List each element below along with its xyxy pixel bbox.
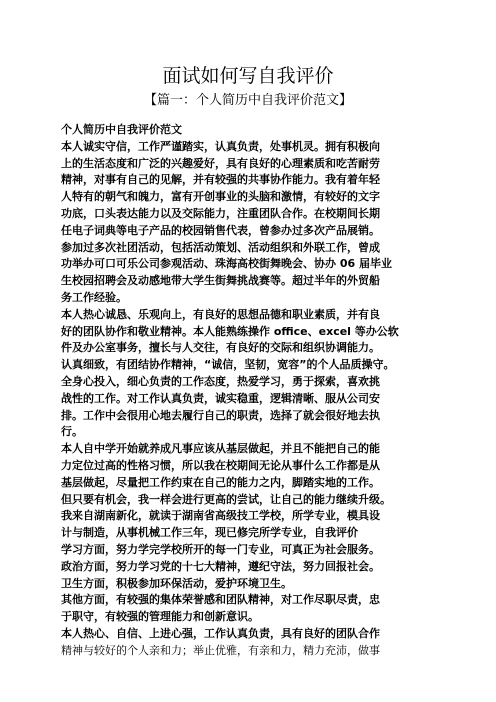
body-line: 认真细致，有团结协作精神，“诚信，坚韧，宽容”的个人品质操守。: [61, 358, 395, 372]
body-line: 我来自湖南新化，就读于湖南省高级技工学校，所学专业，模具设: [61, 509, 380, 523]
body-line: 全身心投入，细心负责的工作态度，热爱学习，勇于探索，喜欢挑: [61, 374, 380, 388]
body-line: 本人诚实守信，工作严谨踏实，认真负责，处事机灵。拥有积极向: [61, 139, 380, 153]
body-line: 精神，对事有自己的见解，并有较强的共事协作能力。我有着年轻: [61, 173, 380, 187]
body-line: 人特有的朝气和魄力，富有开创事业的头脑和激情，有较好的文字: [61, 190, 380, 204]
body-line: 卫生方面，积极参加环保活动，爱护环境卫生。: [61, 576, 292, 590]
body-line: 本人热心、自信、上进心强，工作认真负责，具有良好的团队合作: [61, 626, 380, 640]
body-line: 排。工作中会很用心地去履行自己的职责，选择了就会很好地去执: [61, 408, 380, 422]
body-line: 计与制造，从事机械工作三年，现已修完所学专业，自我评价: [61, 526, 358, 540]
body-line: 但只要有机会，我一样会进行更高的尝试，让自己的能力继续升级。: [61, 492, 391, 506]
body-line: 参加过多次社团活动，包括活动策划、活动组织和外联工作，曾成: [61, 240, 380, 254]
body-line: 功底，口头表达能力以及交际能力，注重团队合作。在校期间长期: [61, 206, 380, 220]
body-line: 上的生活态度和广泛的兴趣爱好，具有良好的心理素质和吃苦耐劳: [61, 156, 380, 170]
body-line: 学习方面，努力学完学校所开的每一门专业，可真正为社会服务。: [61, 542, 380, 556]
body-line: 政治方面，努力学习党的十七大精神，遵纪守法，努力回报社会。: [61, 559, 380, 573]
body-line: 任电子词典等电子产品的校园销售代表，曾参办过多次产品展销。: [61, 223, 380, 237]
document-body: [61, 122, 439, 660]
body-line: 于职守，有较强的管理能力和创新意识。: [61, 610, 259, 624]
body-line: 生校园招聘会及动感地带大学生街舞挑战赛等。超过半年的外贸船: [61, 274, 380, 288]
body-line: 个人简历中自我评价范文: [61, 123, 182, 136]
body-line: 其他方面，有较强的集体荣誉感和团队精神，对工作尽职尽责，忠: [61, 593, 380, 607]
body-line: 本人自中学开始就养成凡事应该从基层做起，并且不能把自己的能: [61, 442, 380, 456]
body-line: 本人热心诚恳、乐观向上，有良好的思想品德和职业素质，并有良: [61, 307, 380, 321]
body-line: 务工作经验。: [61, 290, 127, 304]
body-line: 功举办可口可乐公司参观活动、珠海高校街舞晚会、协办 06 届毕业: [61, 257, 392, 271]
body-line: 战性的工作。对工作认真负责，诚实稳重，逻辑清晰、服从公司安: [61, 391, 380, 405]
body-line: 力定位过高的性格习惯，所以我在校期间无论从事什么工作都是从: [61, 458, 380, 472]
body-line: 行。: [61, 425, 83, 439]
body-line: 件及办公室事务，擅长与人交往，有良好的交际和组织协调能力。: [61, 341, 380, 355]
body-line: 精神与较好的个人亲和力；举止优雅，有亲和力，精力充沛，做事: [61, 643, 380, 657]
body-line: 基层做起，尽量把工作约束在自己的能力之内，脚踏实地的工作。: [61, 475, 380, 489]
document-title: 面试如何写自我评价: [162, 65, 334, 87]
body-line: 好的团队协作和敬业精神。本人能熟练操作 office、excel 等办公软: [61, 324, 399, 338]
document-subtitle: 【篇一：个人简历中自我评价范文】: [143, 93, 352, 108]
